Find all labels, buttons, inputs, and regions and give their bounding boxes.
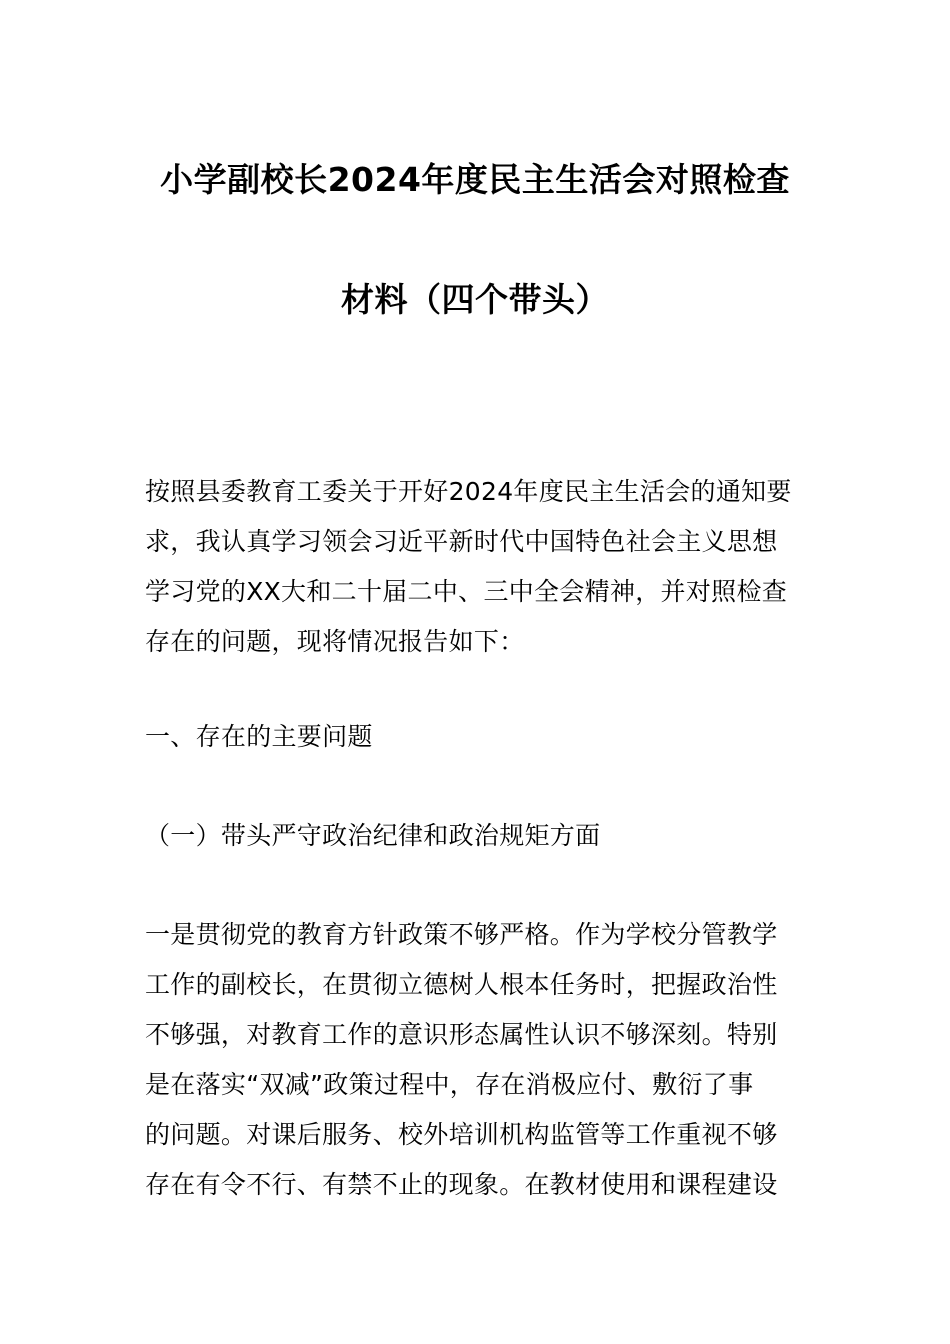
paragraph-line: 一是贯彻党的教育方针政策不够严格。作为学校分管教学 [145,920,778,949]
paragraph-line: 是在落实“双减”政策过程中，存在消极应付、敷衍了事 [145,1070,754,1099]
body-paragraph [145,910,810,1210]
paragraph-line: 不够强，对教育工作的意识形态属性认识不够深刻。特别 [145,1020,778,1049]
paragraph-line: 存在有令不行、有禁不止的现象。在教材使用和课程建设 [145,1170,778,1199]
intro-line: 按照县委教育工委关于开好2024年度民主生活会的通知要 [145,477,792,506]
document-title-line-1: 小学副校长2024年度民主生活会对照检查 [160,160,790,199]
sub-heading [145,811,810,861]
intro-paragraph [145,467,810,667]
document-title-line-2: 材料（四个带头） [341,280,609,319]
section-heading-text: 一、存在的主要问题 [145,722,373,751]
intro-line: 存在的问题，现将情况报告如下： [145,627,525,656]
section-heading [145,712,810,762]
paragraph-line: 工作的副校长，在贯彻立德树人根本任务时，把握政治性 [145,970,778,999]
intro-line: 求，我认真学习领会习近平新时代中国特色社会主义思想 [145,527,778,556]
paragraph-line: 的问题。对课后服务、校外培训机构监管等工作重视不够 [145,1120,778,1149]
sub-heading-text: （一）带头严守政治纪律和政治规矩方面 [145,821,601,850]
intro-line: 学习党的XX大和二十届二中、三中全会精神，并对照检查 [145,577,788,606]
